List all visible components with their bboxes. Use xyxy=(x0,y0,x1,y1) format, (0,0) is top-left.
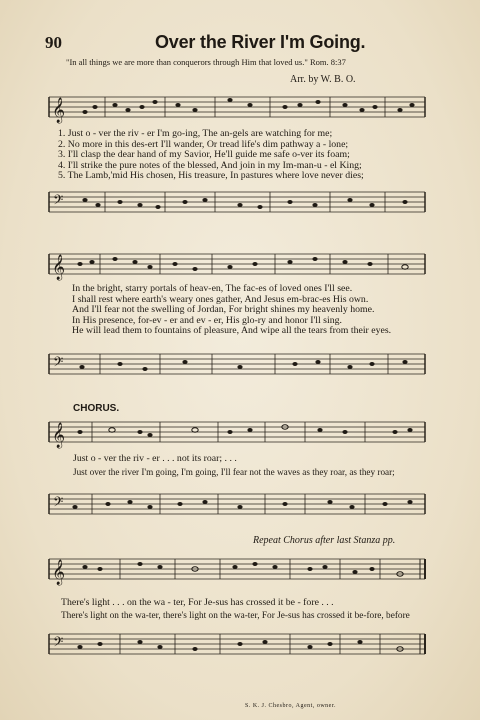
final-lyric-line-2: There's light on the wa-ter, there's light on the wa-ter, For Je-sus has crossed it be-fore, before xyxy=(61,611,410,621)
chorus-lyric-line-2: Just over the river I'm going, I'm going, I'll fear not the waves as they roar, as they roar; xyxy=(73,467,395,477)
verses-system-2 xyxy=(72,284,391,337)
verse-line: In His presence, for-ev - er and ev - er, His glo-ry and honor I'll sing. xyxy=(72,314,342,326)
verse-line: He will lead them to fountains of pleasure, And wipe all the tears from their eyes. xyxy=(72,325,392,336)
verse-line: 4. I'll strike the pure notes of the blessed, And join in my Im-man-u - el King; xyxy=(58,159,362,171)
chorus-label: CHORUS. xyxy=(73,403,120,414)
bass-staff-chorus xyxy=(0,490,480,530)
verse-line: 2. No more in this des-ert I'll wander, Or tread life's dim pathway a - lone; xyxy=(58,138,349,150)
arranger-credit: Arr. by W. B. O. xyxy=(290,74,356,85)
svg-text:𝄢: 𝄢 xyxy=(53,494,64,513)
svg-text:𝄞: 𝄞 xyxy=(52,423,66,448)
chorus-lyric-line-1: Just o - ver the riv - er . . . not its roar; . . . xyxy=(73,453,237,464)
bass-staff-2 xyxy=(0,350,480,390)
repeat-instruction: Repeat Chorus after last Stanza pp. xyxy=(253,535,396,546)
verse-line: 5. The Lamb,'mid His chosen, His treasure, In pastures where love never dies; xyxy=(58,170,364,181)
verse-line: I shall rest where earth's weary ones gather, And Jesus em-brac-es His own. xyxy=(72,293,369,305)
svg-text:𝄢: 𝄢 xyxy=(53,634,64,653)
verse-line: 3. I'll clasp the dear hand of my Savior, He'll guide me safe o-ver its foam; xyxy=(58,149,350,160)
svg-text:𝄞: 𝄞 xyxy=(52,98,66,123)
svg-text:𝄞: 𝄞 xyxy=(52,560,66,585)
bass-staff-1 xyxy=(0,188,480,228)
svg-text:𝄢: 𝄢 xyxy=(53,192,64,211)
hymn-title: Over the River I'm Going. xyxy=(155,32,366,52)
svg-text:𝄞: 𝄞 xyxy=(52,255,66,280)
treble-staff-chorus xyxy=(0,418,480,458)
final-lyric-line-1: There's light . . . on the wa - ter, For Je-sus has crossed it be - fore . . . xyxy=(61,597,334,608)
page-number: 90 xyxy=(45,33,62,52)
verse-line: In the bright, starry portals of heav-en, The fac-es of loved ones I'll see. xyxy=(72,283,353,294)
bass-staff-final xyxy=(0,630,480,670)
treble-staff-final xyxy=(0,555,480,595)
scripture-epigraph: "In all things we are more than conquerors through Him that loved us." Rom. 8:37 xyxy=(66,57,346,67)
verse-line: 1. Just o - ver the riv - er I'm go-ing, The an-gels are watching for me; xyxy=(58,128,333,139)
verse-line: And I'll fear not the swelling of Jordan, For bright shines my heavenly home. xyxy=(72,304,375,315)
publisher-credit: S. K. J. Chesbro, Agent, owner. xyxy=(245,703,336,709)
svg-text:𝄢: 𝄢 xyxy=(53,354,64,373)
verses-system-1 xyxy=(58,129,364,182)
